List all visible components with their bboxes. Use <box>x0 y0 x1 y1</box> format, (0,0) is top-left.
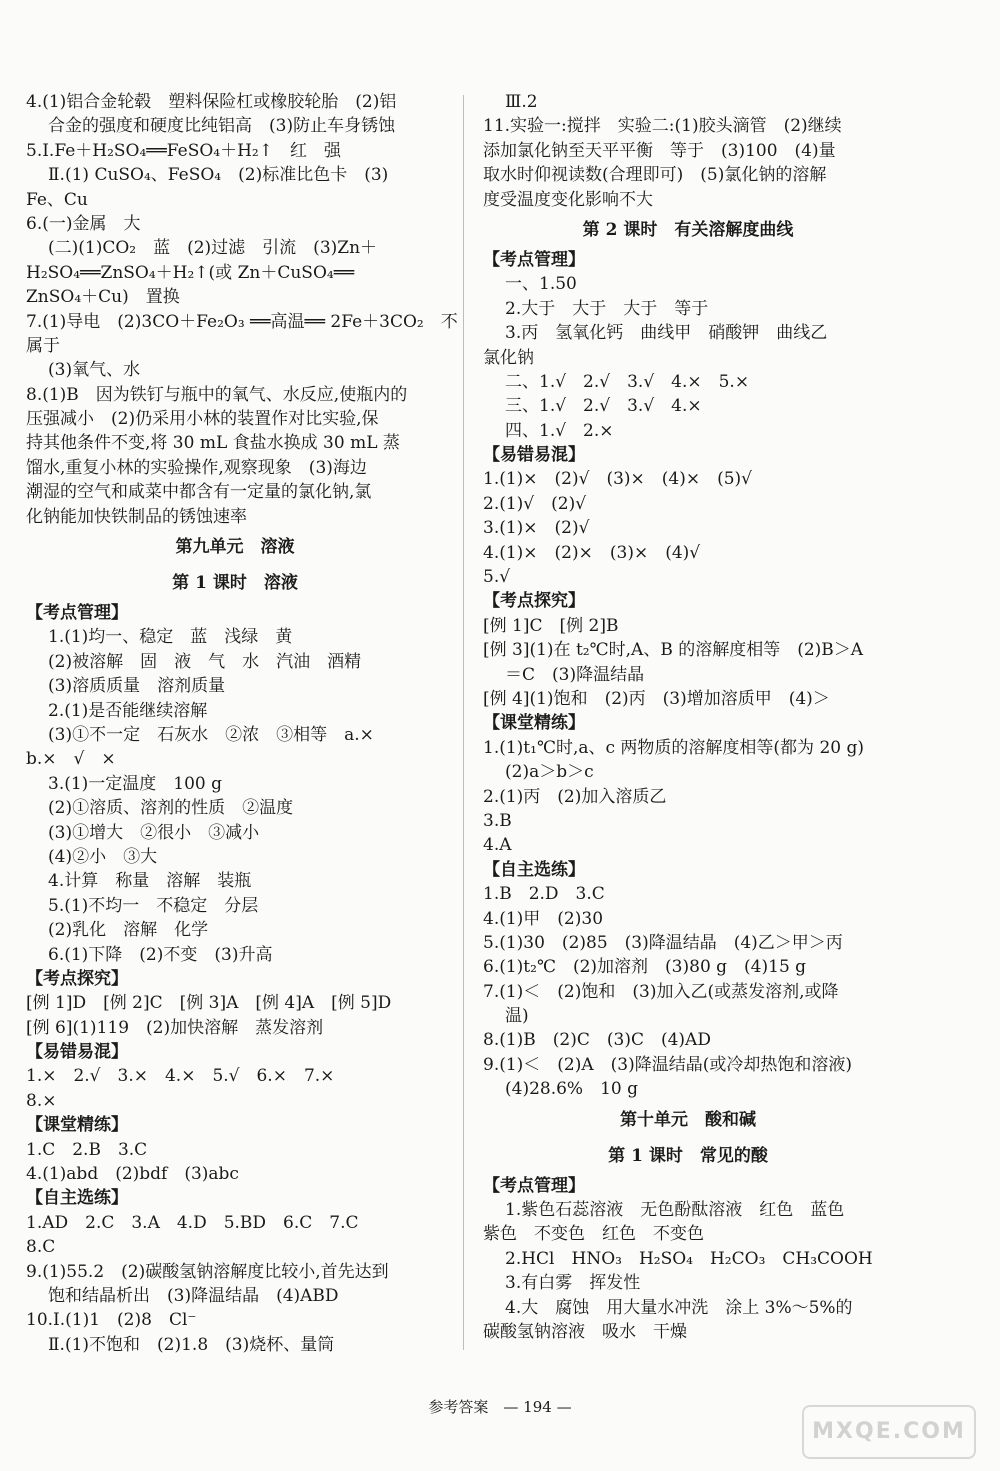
answer-line: 4.大 腐蚀 用大量水冲洗 涂上 3%～5%的 <box>505 1297 853 1318</box>
subsection-label: 【考点管理】 <box>26 603 128 624</box>
section-heading: 第九单元 溶液 <box>175 537 295 558</box>
answer-line: 温) <box>505 1006 529 1027</box>
answer-line: 3.丙 氢氧化钙 曲线甲 硝酸钾 曲线乙 <box>505 323 828 344</box>
answer-line: 1.AD 2.C 3.A 4.D 5.BD 6.C 7.C <box>26 1212 359 1233</box>
answer-line: H₂SO₄══ZnSO₄＋H₂↑(或 Zn＋CuSO₄══ <box>26 262 355 283</box>
answer-line: (2)a＞b＞c <box>505 762 594 783</box>
answer-line: (2)乳化 溶解 化学 <box>48 920 209 941</box>
left-column <box>26 90 458 1357</box>
page-footer: 参考答案 — 194 — <box>428 1398 572 1416</box>
answer-line: 碳酸氢钠溶液 吸水 干燥 <box>483 1321 687 1342</box>
answer-line: [例 1]C [例 2]B <box>483 615 619 636</box>
subsection-label: 【易错易混】 <box>26 1042 128 1063</box>
subsection-label: 【易错易混】 <box>483 445 585 466</box>
answer-line: Ⅱ.(1) CuSO₄、FeSO₄ (2)标准比色卡 (3) <box>48 165 389 186</box>
answer-line: 紫色 不变色 红色 不变色 <box>483 1224 704 1245</box>
answer-line: 1.× 2.√ 3.× 4.× 5.√ 6.× 7.× <box>26 1066 335 1087</box>
answer-line: 化钠能加快铁制品的锈蚀速率 <box>26 506 247 527</box>
answer-line: 2.(1)√ (2)√ <box>483 493 587 514</box>
answer-line: 取水时仰视读数(合理即可) (5)氯化钠的溶解 <box>483 165 827 186</box>
section-heading: 第十单元 酸和碱 <box>620 1109 756 1130</box>
subsection-label: 【考点管理】 <box>483 249 585 270</box>
answer-line: 压强减小 (2)仍采用小林的装置作对比实验,保 <box>26 409 379 430</box>
answer-line: 5.(1)30 (2)85 (3)降温结晶 (4)乙＞甲＞丙 <box>483 932 843 953</box>
answer-line: 二、1.√ 2.√ 3.√ 4.× 5.× <box>505 371 750 392</box>
section-heading: 第 2 课时 有关溶解度曲线 <box>582 219 794 240</box>
answer-line: 四、1.√ 2.× <box>505 420 614 441</box>
answer-line: (3)氧气、水 <box>48 360 141 381</box>
answer-line: 3.有白雾 挥发性 <box>505 1273 641 1294</box>
answer-line: 4.计算 称量 溶解 装瓶 <box>48 871 252 892</box>
answer-line: (3)溶质质量 溶剂质量 <box>48 676 226 697</box>
answer-line: 饱和结晶析出 (3)降温结晶 (4)ABD <box>48 1285 339 1306</box>
answer-line: [例 3](1)在 t₂℃时,A、B 的溶解度相等 (2)B＞A <box>483 640 864 661</box>
answer-line: 2.HCl HNO₃ H₂SO₄ H₂CO₃ CH₃COOH <box>505 1248 873 1269</box>
answer-line: (2)①溶质、溶剂的性质 ②温度 <box>48 798 294 819</box>
answer-line: 一、1.50 <box>505 274 577 295</box>
answer-line: 氯化钠 <box>483 347 534 368</box>
answer-line: 8.(1)B (2)C (3)C (4)AD <box>483 1030 711 1051</box>
answer-line: (3)①不一定 石灰水 ②浓 ③相等 a.× <box>48 724 374 745</box>
answer-line: 10.Ⅰ.(1)1 (2)8 Cl⁻ <box>26 1310 197 1331</box>
answer-line: 1.B 2.D 3.C <box>483 884 605 905</box>
answer-line: 3.(1)一定温度 100 g <box>48 773 223 794</box>
answer-line: [例 4](1)饱和 (2)丙 (3)增加溶质甲 (4)＞ <box>483 688 830 709</box>
answer-line: 1.(1)均一、稳定 蓝 浅绿 黄 <box>48 627 293 648</box>
answer-line: 8.× <box>26 1090 57 1111</box>
answer-line: 8.C <box>26 1237 56 1258</box>
answer-line: [例 6](1)119 (2)加快溶解 蒸发溶剂 <box>26 1017 324 1038</box>
answer-line: 2.大于 大于 大于 等于 <box>505 298 709 319</box>
answer-line: Ⅲ.2 <box>505 92 538 112</box>
answer-line: 2.(1)是否能继续溶解 <box>48 700 208 721</box>
answer-line: 4.A <box>483 835 512 856</box>
answer-line: (4)②小 ③大 <box>48 846 158 867</box>
answer-line: (二)(1)CO₂ 蓝 (2)过滤 引流 (3)Zn＋ <box>48 238 378 259</box>
column-divider <box>463 95 464 1350</box>
answer-line: 4.(1)abd (2)bdf (3)abc <box>26 1164 239 1185</box>
answer-line: 1.(1)t₁℃时,a、c 两物质的溶解度相等(都为 20 g) <box>483 737 865 758</box>
answer-line: 4.(1)铝合金轮毂 塑料保险杠或橡胶轮胎 (2)铝 <box>26 92 397 112</box>
section-heading: 第 1 课时 溶液 <box>172 573 298 594</box>
answer-line: 7.(1)导电 (2)3CO＋Fe₂O₃ ══高温══ 2Fe＋3CO₂ 不 <box>26 311 458 332</box>
answer-line: 4.(1)甲 (2)30 <box>483 908 604 929</box>
answer-line: ＝C (3)降温结晶 <box>505 664 645 685</box>
subsection-label: 【自主选练】 <box>26 1188 128 1209</box>
subsection-label: 【考点探究】 <box>26 968 128 989</box>
answer-line: (4)28.6% 10 g <box>505 1079 639 1100</box>
watermark-logo: MXQE.COM <box>802 1405 976 1459</box>
answer-line: 合金的强度和硬度比纯铝高 (3)防止车身锈蚀 <box>48 116 396 137</box>
answer-line: 三、1.√ 2.√ 3.√ 4.× <box>505 396 702 417</box>
answer-line: b.× √ × <box>26 749 116 770</box>
answer-line: 5.(1)不均一 不稳定 分层 <box>48 895 259 916</box>
answer-line: [例 1]D [例 2]C [例 3]A [例 4]A [例 5]D <box>26 993 392 1014</box>
subsection-label: 【自主选练】 <box>483 859 585 880</box>
answer-line: 2.(1)丙 (2)加入溶质乙 <box>483 786 667 807</box>
right-column <box>483 90 893 1344</box>
subsection-label: 【课堂精练】 <box>26 1115 128 1136</box>
answer-line: 3.B <box>483 810 512 831</box>
answer-line: 1.C 2.B 3.C <box>26 1139 148 1160</box>
answer-line: 1.紫色石蕊溶液 无色酚酞溶液 红色 蓝色 <box>505 1200 845 1221</box>
answer-line: 6.(一)金属 大 <box>26 213 141 234</box>
answer-line: Fe、Cu <box>26 189 88 210</box>
subsection-label: 【考点探究】 <box>483 591 585 612</box>
answer-line: 4.(1)× (2)× (3)× (4)√ <box>483 542 701 563</box>
answer-line: ZnSO₄＋Cu) 置换 <box>26 287 180 308</box>
answer-line: Ⅱ.(1)不饱和 (2)1.8 (3)烧杯、量筒 <box>48 1334 335 1355</box>
answer-line: 添加氯化钠至天平平衡 等于 (3)100 (4)量 <box>483 140 836 161</box>
answer-line: 持其他条件不变,将 30 mL 食盐水换成 30 mL 蒸 <box>26 433 400 454</box>
answer-line: (3)①增大 ②很小 ③减小 <box>48 822 260 843</box>
answer-line: 3.(1)× (2)√ <box>483 518 590 539</box>
subsection-label: 【课堂精练】 <box>483 713 585 734</box>
answer-line: 9.(1)55.2 (2)碳酸氢钠溶解度比较小,首先达到 <box>26 1261 389 1282</box>
answer-line: 9.(1)＜ (2)A (3)降温结晶(或冷却热饱和溶液) <box>483 1054 853 1075</box>
answer-line: (2)被溶解 固 液 气 水 汽油 酒精 <box>48 651 362 672</box>
answer-line: 潮湿的空气和咸菜中都含有一定量的氯化钠,氯 <box>26 482 372 503</box>
answer-line: 5.√ <box>483 567 511 588</box>
answer-line: 属于 <box>26 335 60 356</box>
answer-line: 度受温度变化影响不大 <box>483 189 653 210</box>
answer-line: 6.(1)t₂℃ (2)加溶剂 (3)80 g (4)15 g <box>483 957 807 978</box>
answer-line: 1.(1)× (2)√ (3)× (4)× (5)√ <box>483 469 753 490</box>
answer-line: 5.Ⅰ.Fe＋H₂SO₄══FeSO₄＋H₂↑ 红 强 <box>26 140 341 161</box>
answer-line: 7.(1)＜ (2)饱和 (3)加入乙(或蒸发溶剂,或降 <box>483 981 839 1002</box>
subsection-label: 【考点管理】 <box>483 1175 585 1196</box>
answer-line: 6.(1)下降 (2)不变 (3)升高 <box>48 944 273 965</box>
answer-line: 馏水,重复小林的实验操作,观察现象 (3)海边 <box>26 457 367 478</box>
answer-line: 11.实验一:搅拌 实验二:(1)胶头滴管 (2)继续 <box>483 116 842 137</box>
section-heading: 第 1 课时 常见的酸 <box>608 1145 768 1166</box>
answer-line: 8.(1)B 因为铁钉与瓶中的氧气、水反应,使瓶内的 <box>26 384 408 405</box>
